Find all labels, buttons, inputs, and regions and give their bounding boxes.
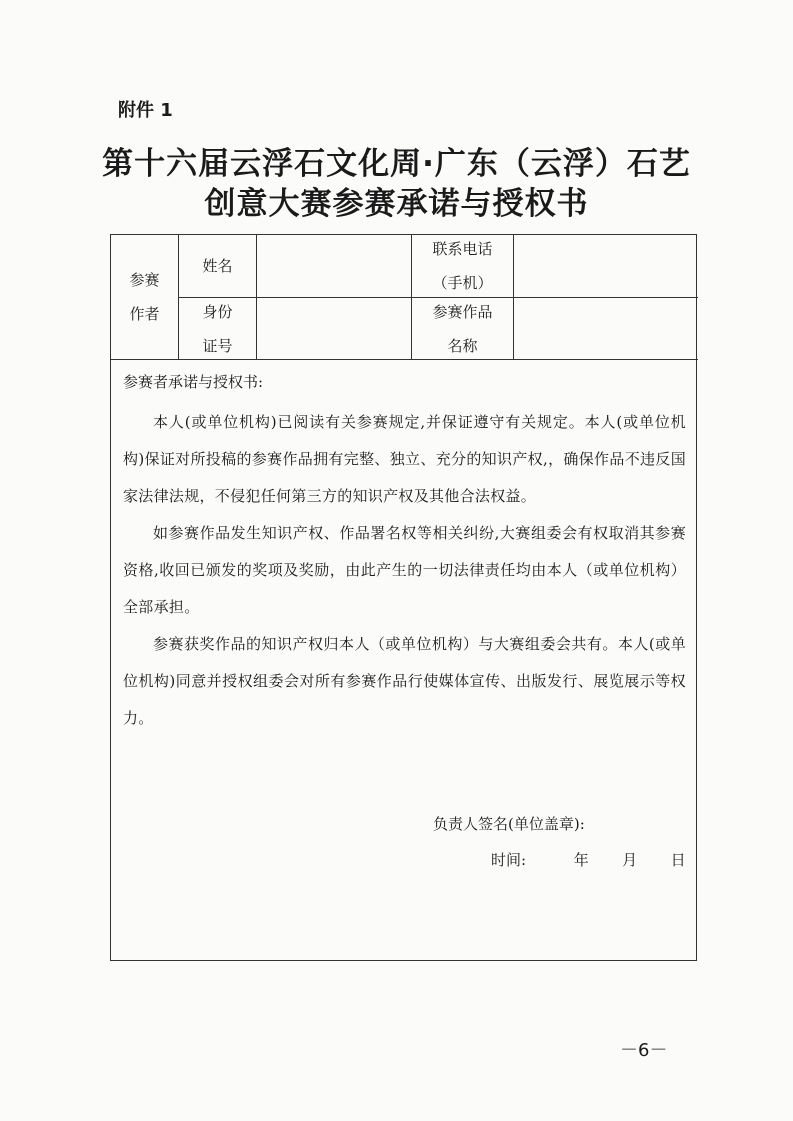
pledge-form bbox=[110, 234, 697, 961]
name-label bbox=[179, 235, 256, 297]
day-label: 日 bbox=[670, 851, 686, 869]
participant-group-label bbox=[111, 235, 178, 359]
month-label: 月 bbox=[622, 851, 638, 869]
phone-field[interactable] bbox=[514, 235, 698, 297]
group-label-line: 作者 bbox=[129, 305, 160, 323]
year-label: 年 bbox=[573, 851, 589, 869]
pledge-paragraph: 本人(或单位机构)已阅读有关参赛规定,并保证遵守有关规定。本人(或单位机构)保证对所投稿的参赛作品拥有完整、独立、充分的知识产权,，确保作品不违反国家法律法规，不侵犯任何第三方的知识产权及其他合法权益。 bbox=[123, 413, 686, 505]
work-title-field[interactable] bbox=[514, 298, 698, 359]
work-label-line: 参赛作品 bbox=[432, 302, 493, 321]
page-number: －6－ bbox=[620, 1040, 668, 1061]
name-field[interactable] bbox=[257, 235, 411, 297]
signature-label: 负责人签名(单位盖章): bbox=[433, 815, 585, 833]
id-label-line: 证号 bbox=[202, 336, 233, 355]
id-number-field[interactable] bbox=[257, 298, 411, 359]
name-label-text: 姓名 bbox=[202, 257, 233, 275]
document-title-line-1: 第十六届云浮石文化周·广东（云浮）石艺 bbox=[102, 146, 691, 182]
phone-label bbox=[412, 235, 513, 297]
pledge-heading: 参赛者承诺与授权书: bbox=[123, 373, 264, 391]
id-number-label bbox=[179, 298, 256, 359]
id-label-line: 身份 bbox=[202, 302, 233, 321]
phone-label-line: 联系电话 bbox=[432, 240, 493, 258]
date-label: 时间: bbox=[491, 851, 527, 869]
work-label-line: 名称 bbox=[447, 336, 478, 355]
date-line bbox=[491, 849, 686, 870]
pledge-body bbox=[111, 360, 698, 737]
group-label-line: 参赛 bbox=[129, 271, 160, 289]
attachment-label: 附件 1 bbox=[118, 100, 173, 121]
document-title-line-2: 创意大赛参赛承诺与授权书 bbox=[204, 186, 589, 222]
work-title-label bbox=[412, 298, 513, 359]
pledge-paragraph: 参赛获奖作品的知识产权归本人（或单位机构）与大赛组委会共有。本人(或单位机构)同意并授权组委会对所有参赛作品行使媒体宣传、出版发行、展览展示等权力。 bbox=[123, 635, 686, 727]
phone-label-line: （手机） bbox=[432, 274, 493, 292]
pledge-paragraph: 如参赛作品发生知识产权、作品署名权等相关纠纷,大赛组委会有权取消其参赛资格,收回已颁发的奖项及奖励，由此产生的一切法律责任均由本人（或单位机构）全部承担。 bbox=[123, 524, 686, 616]
